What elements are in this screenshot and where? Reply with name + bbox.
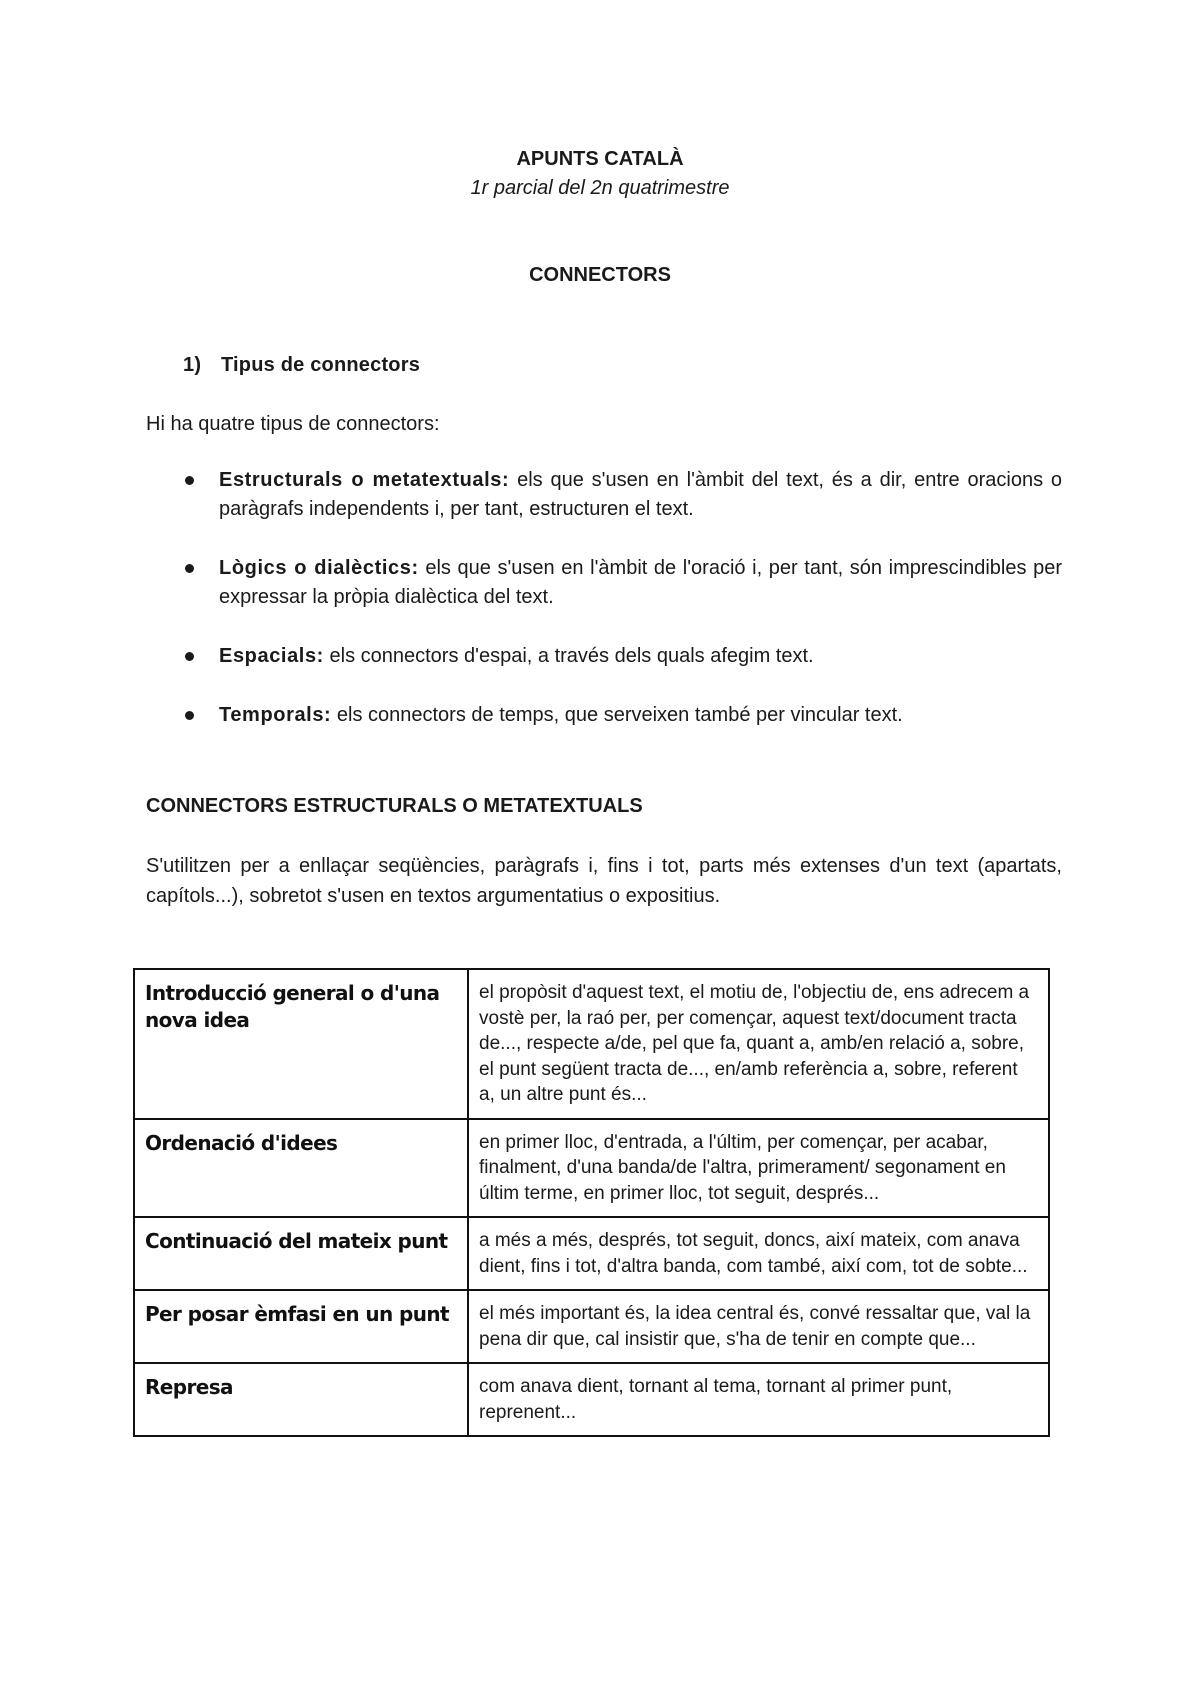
document-title: APUNTS CATALÀ [516,148,684,170]
table-row [134,1217,1049,1290]
item-text: els que s'usen en l'àmbit de l'oració i, per tant, són imprescindibles per expressar la pròpia dialèctica del text. [219,557,1062,608]
item-term: Temporals: [219,704,332,726]
examples-cell: com anava dient, tornant al tema, tornant al primer punt, reprenent... [468,1363,1049,1436]
table-row [134,1290,1049,1363]
list-item [146,701,1062,730]
item-term: Espacials: [219,645,324,667]
table-row [134,1363,1049,1436]
list-item [146,554,1062,612]
category-cell: Continuació del mateix punt [134,1217,468,1290]
item-text: els que s'usen en l'àmbit del text, és a dir, entre oracions o paràgrafs independents i, per tant, estructuren el text. [219,469,1062,520]
item-term: Estructurals o metatextuals: [219,469,510,491]
category-cell: Ordenació d'idees [134,1119,468,1218]
section-title-structural: CONNECTORS ESTRUCTURALS O METATEXTUALS [146,795,643,817]
category-cell: Per posar èmfasi en un punt [134,1290,468,1363]
section-paragraph: S'utilitzen per a enllaçar seqüències, paràgrafs i, fins i tot, parts més extenses d'un text (apartats, capítols...), sobretot s'usen en textos argumentatius o expositius. [146,855,1062,907]
item-text: els connectors de temps, que serveixen també per vincular text. [331,704,903,726]
connector-types-list [146,466,1062,760]
heading-text: Tipus de connectors [221,354,421,376]
list-item [146,466,1062,524]
heading-number: 1) [183,354,202,376]
examples-cell: a més a més, després, tot seguit, doncs, així mateix, com anava dient, fins i tot, d'altra banda, com també, així com, tot de sobte... [468,1217,1049,1290]
document-subtitle: 1r parcial del 2n quatrimestre [470,177,730,199]
item-text: els connectors d'espai, a través dels quals afegim text. [323,645,814,667]
examples-cell: el propòsit d'aquest text, el motiu de, l'objectiu de, ens adrecem a vostè per, la raó per, per començar, aquest text/document tracta de..., respecte a/de, pel que fa, quant a, amb/en relació a, sobre, el punt següent tracta de..., en/amb referència a, sobre, referent a, un altre punt és... [468,969,1049,1119]
bullet-icon [185,564,194,573]
numbered-heading [183,352,420,378]
examples-cell: en primer lloc, d'entrada, a l'últim, per començar, per acabar, finalment, d'una banda/de l'altra, primerament/ segonament en últim terme, en primer lloc, tot seguit, després... [468,1119,1049,1218]
section-title-connectors: CONNECTORS [529,264,671,286]
bullet-icon [185,652,194,661]
category-cell: Introducció general o d'una nova idea [134,969,468,1119]
table-row [134,1119,1049,1218]
bullet-icon [185,476,194,485]
category-cell: Represa [134,1363,468,1436]
connectors-table [133,968,1050,1437]
bullet-icon [185,711,194,720]
item-term: Lògics o dialèctics: [219,557,419,579]
list-item [146,642,1062,671]
examples-cell: el més important és, la idea central és, convé ressaltar que, val la pena dir que, cal insistir que, s'ha de tenir en compte que... [468,1290,1049,1363]
table-row [134,969,1049,1119]
intro-text: Hi ha quatre tipus de connectors: [146,413,440,435]
